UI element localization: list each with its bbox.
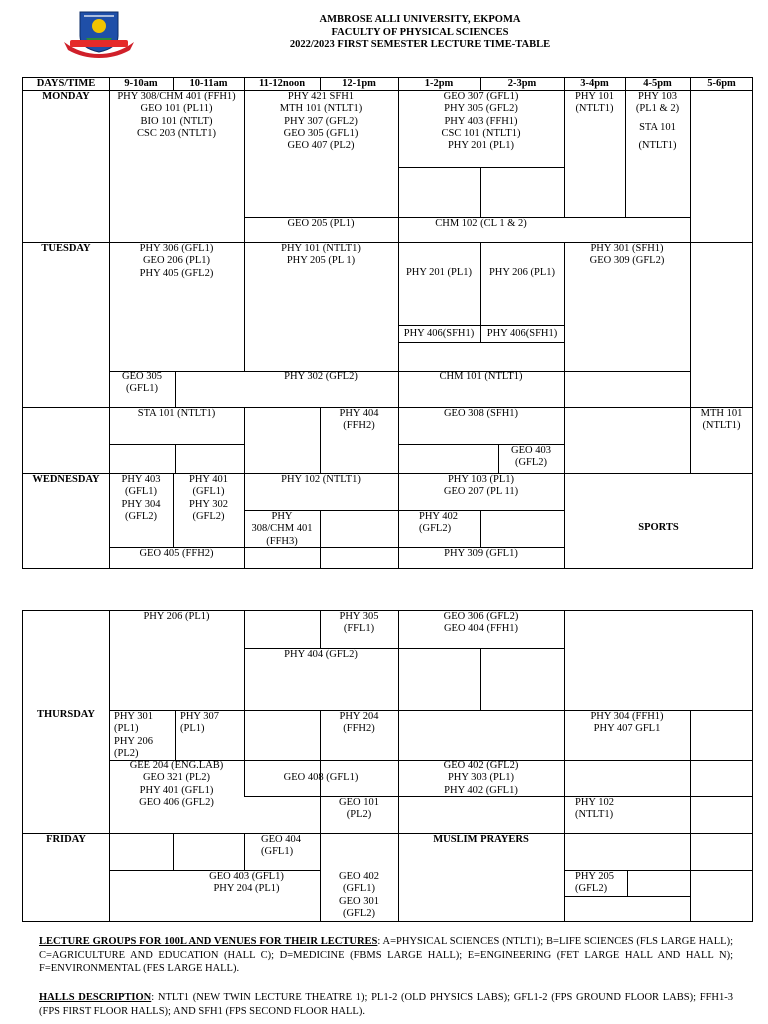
- course-entry: GEO 403: [511, 445, 551, 456]
- course-entry: (GFL2): [342, 907, 376, 919]
- course-entry: PHY 401 (GFL1): [139, 784, 214, 796]
- course-entry: PHY 403: [121, 474, 161, 485]
- tuesday-phy404-cell: [320, 408, 398, 433]
- document-header: [150, 14, 690, 52]
- lecture-groups-note: [39, 935, 733, 976]
- day-thursday: THURSDAY: [37, 709, 95, 720]
- wednesday-1-3-cell: [398, 474, 564, 499]
- course-entry: GEO 305: [122, 371, 162, 382]
- col-10-11am: 10-11am: [189, 78, 228, 89]
- course-entry: MTH 101: [700, 408, 743, 419]
- course-entry: PHY 305 (GFL2): [444, 103, 518, 115]
- tuesday-mth101-cell: [690, 408, 753, 433]
- col-11-12noon: 11-12noon: [258, 78, 306, 89]
- day-tuesday: TUESDAY: [41, 243, 91, 254]
- friday-10-12-cell: [173, 871, 320, 896]
- course-entry: (FFH3): [266, 535, 298, 547]
- course-entry: PHY 307: [180, 711, 219, 722]
- course-entry: PHY: [271, 511, 293, 522]
- tuesday-geo305-cell: [109, 371, 175, 396]
- course-entry: PHY 421 SFH1: [287, 91, 355, 102]
- course-entry: PHY 101: [575, 91, 614, 102]
- course-entry: (FFL1): [343, 623, 375, 635]
- monday-chm102-cell: CHM 102 (CL 1 & 2): [435, 218, 527, 229]
- university-name: AMBROSE ALLI UNIVERSITY, EKPOMA: [319, 14, 521, 25]
- course-entry: (GFL2): [514, 457, 548, 469]
- course-entry: PHY 402 (GFL1): [444, 784, 518, 796]
- course-entry: PHY 201 (PL1): [447, 140, 515, 152]
- monday-9-11-cell: [109, 91, 244, 140]
- tuesday-geo403-cell: [498, 445, 564, 470]
- course-entry: (PL2): [114, 747, 139, 759]
- tuesday-9-11-cell: [109, 243, 244, 280]
- monday-1-3-cell: [398, 91, 564, 152]
- col-1-2pm: 1-2pm: [424, 78, 454, 89]
- col-4-5pm: 4-5pm: [643, 78, 672, 89]
- course-entry: GEE 204 (ENG.LAB): [129, 760, 224, 771]
- course-entry: PHY 103: [638, 91, 677, 102]
- course-entry: GEO 309 (GFL2): [589, 255, 665, 267]
- course-entry: PHY 304 (FFH1): [590, 711, 664, 722]
- course-entry: PHY 206: [114, 735, 153, 747]
- course-entry: PHY 407 GFL1: [593, 723, 661, 735]
- course-entry: GEO 404: [261, 834, 301, 845]
- course-entry: PHY 405 (GFL2): [139, 267, 214, 279]
- course-entry: PHY 101 (NTLT1): [281, 243, 361, 254]
- course-entry: GEO 306 (GFL2): [443, 611, 519, 622]
- course-entry: GEO 407 (PL2): [287, 140, 355, 152]
- course-entry: GEO 402 (GFL2): [443, 760, 519, 771]
- tuesday-chm101-cell: CHM 101 (NTLT1): [439, 371, 523, 382]
- course-entry: (NTLT1): [575, 103, 614, 115]
- wednesday-phy309-cell: PHY 309 (GFL1): [444, 548, 518, 559]
- course-entry: PHY 205: [575, 871, 614, 882]
- course-entry: (FFH2): [343, 420, 375, 432]
- thursday-1-3b-cell: [398, 760, 564, 797]
- halls-description-note: [39, 991, 733, 1018]
- thursday-phy305-cell: [320, 611, 398, 636]
- tuesday-11-1-cell: [244, 243, 398, 268]
- friday-phy205-cell: [575, 871, 627, 896]
- course-entry: PHY 102: [575, 797, 614, 808]
- course-entry: (GFL2): [575, 883, 608, 895]
- course-entry: (NTLT1): [702, 420, 741, 432]
- course-entry: (PL1 & 2): [635, 103, 680, 115]
- thursday-phy204-cell: [320, 711, 398, 736]
- thursday-phy206-cell: PHY 206 (PL1): [143, 611, 210, 622]
- monday-11-1-cell: [244, 91, 398, 152]
- course-entry: 308/CHM 401: [251, 523, 313, 535]
- course-entry: (GFL1): [342, 883, 376, 895]
- tuesday-3-5-cell: [564, 243, 690, 268]
- thursday-geo408-cell: GEO 408 (GFL1): [283, 772, 359, 783]
- col-2-3pm: 2-3pm: [507, 78, 537, 89]
- tuesday-phy302-cell: PHY 302 (GFL2): [284, 371, 358, 382]
- col-9-10am: 9-10am: [124, 78, 158, 89]
- course-entry: BIO 101 (NTLT): [140, 115, 213, 127]
- course-entry: GEO 206 (PL1): [142, 255, 211, 267]
- lecture-groups-body: : A=PHYSICAL SCIENCES (NTLT1); B=LIFE SCIENCES (FLS LARGE HALL); C=AGRICULTURE AND EDUCATION (HALL C); D=MEDICINE (FBMS LARGE HALL); E=ENGINEERING (FET LARGE HALL AND HALL N); F=ENVIRONMENTAL (FES LARGE HALL).: [39, 936, 733, 974]
- course-entry: GEO 305 (GFL1): [283, 127, 359, 139]
- lecture-groups-title: LECTURE GROUPS FOR 100L AND VENUES FOR THEIR LECTURES: [39, 936, 378, 947]
- thursday-phy307-cell: [180, 711, 240, 736]
- course-entry: PHY 304: [121, 498, 161, 510]
- tuesday-sta101-cell: STA 101 (NTLT1): [137, 408, 216, 419]
- friday-12-1-cell: [320, 871, 398, 920]
- course-entry: PHY 401: [189, 474, 228, 485]
- course-entry: PHY 204: [339, 711, 379, 722]
- thursday-1-3-cell: [398, 611, 564, 636]
- course-entry: GEO 403 (GFL1): [209, 871, 284, 882]
- course-entry: GEO 321 (PL2): [142, 772, 211, 784]
- course-entry: PHY 403 (FFH1): [444, 115, 518, 127]
- course-entry: PHY 302: [189, 498, 228, 510]
- course-entry: GEO 101 (PL11): [140, 103, 213, 115]
- course-entry: PHY 301 (SFH1): [590, 243, 664, 254]
- course-entry: CSC 203 (NTLT1): [137, 127, 216, 139]
- course-entry: GEO 402: [339, 871, 379, 882]
- col-12-1pm: 12-1pm: [342, 78, 376, 89]
- course-entry: PHY 303 (PL1): [447, 772, 515, 784]
- friday-muslim-prayers-cell: MUSLIM PRAYERS: [433, 834, 529, 845]
- course-entry: (GFL2): [419, 523, 452, 535]
- thursday-geo101-cell: [320, 797, 398, 822]
- tuesday-geo308-cell: GEO 308 (SFH1): [443, 408, 519, 419]
- day-wednesday: WEDNESDAY: [32, 474, 100, 485]
- course-entry: PHY 404: [339, 408, 379, 419]
- course-entry: GEO 406 (GFL2): [139, 796, 214, 808]
- day-friday: FRIDAY: [46, 834, 86, 845]
- course-entry: (GFL2): [192, 510, 225, 522]
- course-entry: GEO 307 (GFL1): [443, 91, 519, 102]
- course-entry: PHY 103 (PL1): [447, 474, 515, 485]
- course-entry: (GFL2): [124, 510, 158, 522]
- course-entry: (PL2): [346, 809, 372, 821]
- col-3-4pm: 3-4pm: [580, 78, 609, 89]
- halls-description-title: HALLS DESCRIPTION: [39, 992, 152, 1003]
- course-entry: GEO 404 (FFH1): [443, 623, 519, 635]
- col-days-time: DAYS/TIME: [36, 78, 96, 89]
- course-entry: (GFL1): [125, 383, 159, 395]
- monday-geo205-cell: GEO 205 (PL1): [287, 218, 355, 229]
- halls-description-body: : NTLT1 (NEW TWIN LECTURE THEATRE 1); PL1-2 (OLD PHYSICS LABS); GFL1-2 (FPS GROUND FLOOR LABS); FFH1-3 (FPS FIRST FLOOR HALLS); AND SFH1 (FPS SECOND FLOOR HALL).: [39, 992, 733, 1017]
- day-monday: MONDAY: [42, 91, 90, 102]
- wednesday-phy402-cell: [419, 511, 479, 536]
- course-entry: MTH 101 (NTLT1): [279, 103, 363, 115]
- course-entry: PHY 301: [114, 711, 153, 722]
- wednesday-9-10-cell: [109, 474, 173, 523]
- tuesday-phy406-a: PHY 406(SFH1): [403, 328, 475, 339]
- course-entry: (PL1): [114, 723, 139, 735]
- tuesday-phy406-b: PHY 406(SFH1): [486, 328, 558, 339]
- course-entry: GEO 301: [339, 895, 379, 907]
- course-entry: (NTLT1): [575, 809, 614, 821]
- university-crest-logo: [60, 8, 138, 58]
- thursday-9-11-cell: [109, 760, 244, 809]
- course-entry: (GFL1): [192, 486, 225, 498]
- monday-4-5-cell: [625, 91, 690, 152]
- monday-3-4-cell: [564, 91, 625, 116]
- course-entry: PHY 306 (GFL1): [139, 243, 214, 254]
- thursday-phy301-cell: [114, 711, 174, 760]
- wednesday-phy308-cell: [244, 511, 320, 548]
- wednesday-10-11-cell: [173, 474, 244, 523]
- wednesday-sports-cell: SPORTS: [638, 522, 679, 533]
- course-entry: PHY 305: [339, 611, 379, 622]
- tuesday-2-3-cell: PHY 206 (PL1): [488, 267, 556, 278]
- course-entry: GEO 101: [339, 797, 379, 808]
- course-entry: (GFL1): [261, 846, 294, 858]
- wednesday-phy102-cell: PHY 102 (NTLT1): [281, 474, 361, 485]
- course-entry: STA 101: [639, 121, 676, 133]
- course-entry: PHY 307 (GFL2): [284, 115, 358, 127]
- thursday-phy404-cell: PHY 404 (GFL2): [284, 649, 358, 660]
- course-entry: PHY 205 (PL 1): [286, 255, 356, 267]
- thursday-phy102-cell: [575, 797, 635, 822]
- course-entry: PHY 402: [419, 511, 458, 522]
- col-5-6pm: 5-6pm: [707, 78, 736, 89]
- course-entry: CSC 101 (NTLT1): [441, 127, 521, 139]
- timetable-title: 2022/2023 FIRST SEMESTER LECTURE TIME-TABLE: [289, 39, 551, 50]
- course-entry: (GFL1): [124, 486, 158, 498]
- friday-geo404-cell: [261, 834, 319, 859]
- faculty-name: FACULTY OF PHYSICAL SCIENCES: [331, 26, 509, 38]
- course-entry: GEO 207 (PL 11): [443, 486, 519, 498]
- course-entry: PHY 308/CHM 401 (FFH1): [117, 91, 236, 102]
- wednesday-geo405-cell: GEO 405 (FFH2): [139, 548, 214, 559]
- course-entry: PHY 204 (PL1): [213, 883, 280, 895]
- course-entry: (PL1): [180, 723, 205, 735]
- course-entry: (FFH2): [343, 723, 375, 735]
- tuesday-1-2-cell: PHY 201 (PL1): [405, 267, 473, 278]
- thursday-3-5-cell: [564, 711, 690, 736]
- course-entry: (NTLT1): [638, 139, 677, 151]
